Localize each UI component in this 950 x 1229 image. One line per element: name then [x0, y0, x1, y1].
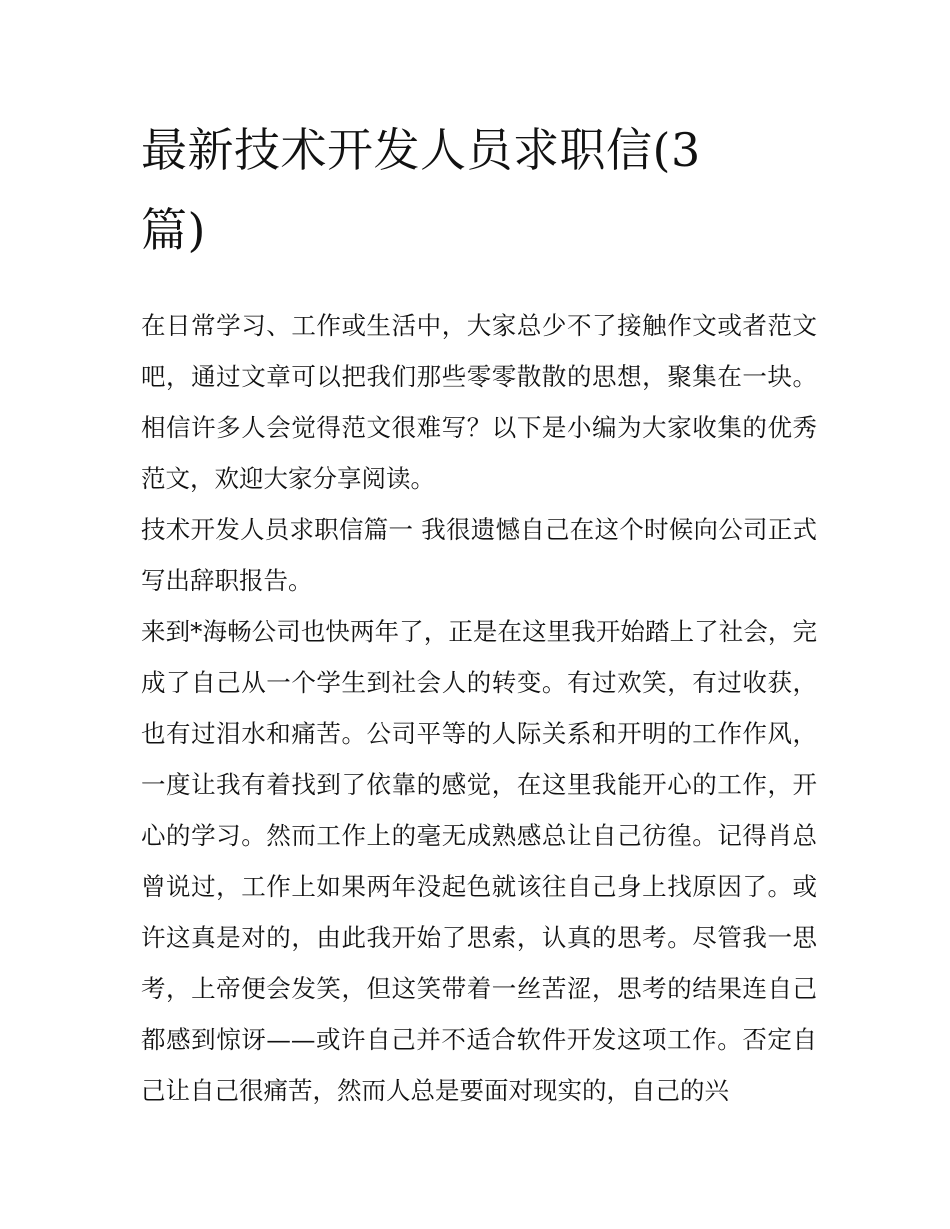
paragraph-section-heading: 技术开发人员求职信篇一 我很遗憾自己在这个时候向公司正式写出辞职报告。	[141, 515, 817, 595]
document-title: 最新技术开发人员求职信(3篇)	[141, 123, 701, 257]
paragraph-intro: 在日常学习、工作或生活中，大家总少不了接触作文或者范文吧，通过文章可以把我们那些零零散散的思想，聚集在一块。相信许多人会觉得范文很难写？以下是小编为大家收集的优秀范文，欢迎大家分享阅读。	[141, 311, 817, 493]
document-body	[141, 300, 817, 1116]
paragraph-main: 来到*海畅公司也快两年了，正是在这里我开始踏上了社会，完成了自己从一个学生到社会人的转变。有过欢笑，有过收获，也有过泪水和痛苦。公司平等的人际关系和开明的工作作风，一度让我有着找到了依靠的感觉，在这里我能开心的工作，开心的学习。然而工作上的毫无成熟感总让自己彷徨。记得肖总曾说过，工作上如果两年没起色就该往自己身上找原因了。或许这真是对的，由此我开始了思索，认真的思考。尽管我一思考，上帝便会发笑，但这笑带着一丝苦涩，思考的结果连自己都感到惊讶——或许自己并不适合软件开发这项工作。否定自己让自己很痛苦，然而人总是要面对现实的，自己的兴	[141, 617, 817, 1105]
document-content	[141, 110, 817, 1116]
